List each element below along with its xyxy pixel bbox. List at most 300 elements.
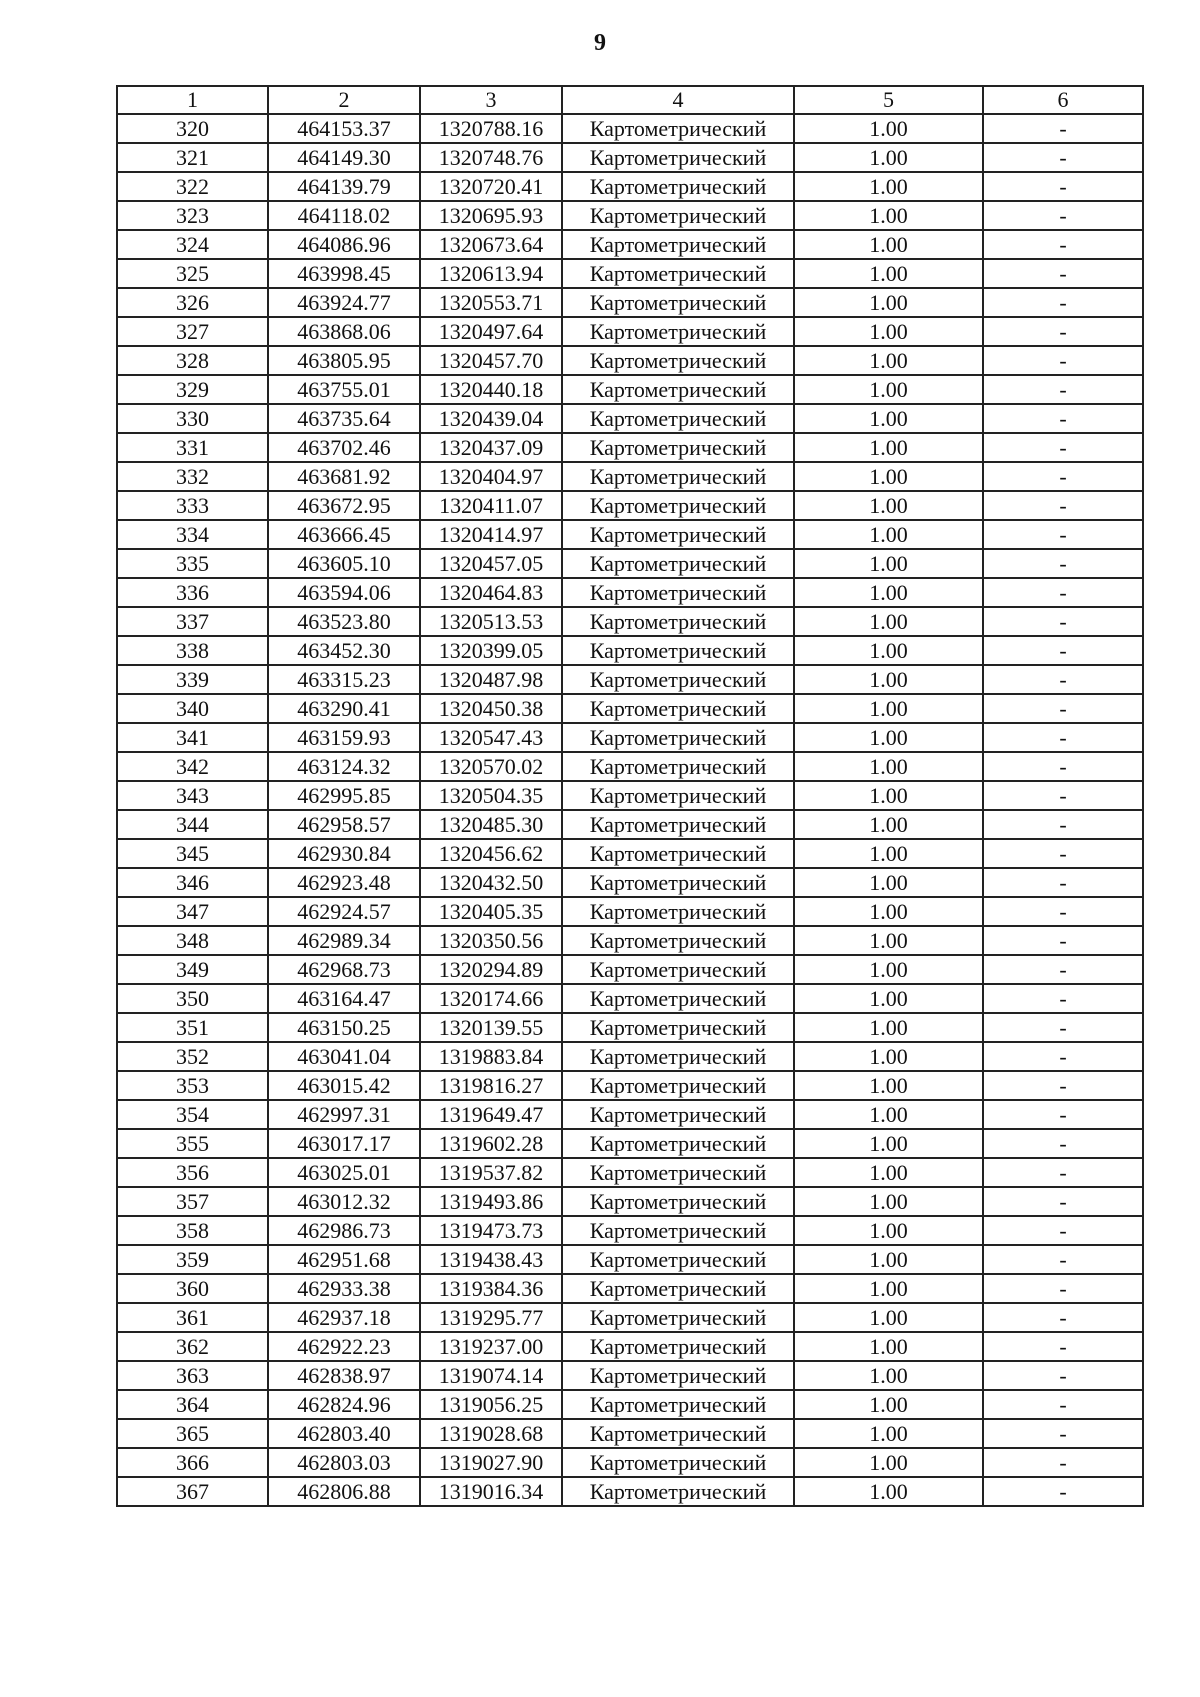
method-cell: Картометрический — [562, 1477, 794, 1506]
x-coordinate-cell: 463523.80 — [268, 607, 420, 636]
method-cell: Картометрический — [562, 1448, 794, 1477]
method-cell: Картометрический — [562, 259, 794, 288]
column-header-3: 3 — [420, 86, 562, 114]
point-number-cell: 343 — [117, 781, 268, 810]
accuracy-cell: 1.00 — [794, 694, 983, 723]
table-row — [117, 549, 1143, 578]
table-row — [117, 1013, 1143, 1042]
table-row — [117, 781, 1143, 810]
accuracy-cell: 1.00 — [794, 1477, 983, 1506]
note-cell: - — [983, 607, 1143, 636]
method-cell: Картометрический — [562, 1187, 794, 1216]
accuracy-cell: 1.00 — [794, 375, 983, 404]
table-row — [117, 143, 1143, 172]
accuracy-cell: 1.00 — [794, 665, 983, 694]
method-cell: Картометрический — [562, 114, 794, 143]
point-number-cell: 358 — [117, 1216, 268, 1245]
note-cell: - — [983, 1477, 1143, 1506]
table-row — [117, 172, 1143, 201]
y-coordinate-cell: 1320294.89 — [420, 955, 562, 984]
table-row — [117, 694, 1143, 723]
table-row — [117, 578, 1143, 607]
method-cell: Картометрический — [562, 636, 794, 665]
table-row — [117, 1477, 1143, 1506]
y-coordinate-cell: 1320439.04 — [420, 404, 562, 433]
note-cell: - — [983, 375, 1143, 404]
accuracy-cell: 1.00 — [794, 1042, 983, 1071]
x-coordinate-cell: 462995.85 — [268, 781, 420, 810]
method-cell: Картометрический — [562, 1013, 794, 1042]
y-coordinate-cell: 1320570.02 — [420, 752, 562, 781]
note-cell: - — [983, 1245, 1143, 1274]
table-row — [117, 955, 1143, 984]
note-cell: - — [983, 810, 1143, 839]
point-number-cell: 325 — [117, 259, 268, 288]
point-number-cell: 365 — [117, 1419, 268, 1448]
point-number-cell: 359 — [117, 1245, 268, 1274]
x-coordinate-cell: 463017.17 — [268, 1129, 420, 1158]
note-cell: - — [983, 520, 1143, 549]
table-row — [117, 868, 1143, 897]
y-coordinate-cell: 1319438.43 — [420, 1245, 562, 1274]
point-number-cell: 350 — [117, 984, 268, 1013]
method-cell: Картометрический — [562, 143, 794, 172]
method-cell: Картометрический — [562, 1361, 794, 1390]
y-coordinate-cell: 1319237.00 — [420, 1332, 562, 1361]
method-cell: Картометрический — [562, 781, 794, 810]
point-number-cell: 333 — [117, 491, 268, 520]
accuracy-cell: 1.00 — [794, 1245, 983, 1274]
table-row — [117, 1216, 1143, 1245]
table-row — [117, 665, 1143, 694]
accuracy-cell: 1.00 — [794, 1187, 983, 1216]
note-cell: - — [983, 404, 1143, 433]
x-coordinate-cell: 464153.37 — [268, 114, 420, 143]
y-coordinate-cell: 1320487.98 — [420, 665, 562, 694]
note-cell: - — [983, 926, 1143, 955]
point-number-cell: 367 — [117, 1477, 268, 1506]
method-cell: Картометрический — [562, 404, 794, 433]
table-row — [117, 1390, 1143, 1419]
table-row — [117, 433, 1143, 462]
method-cell: Картометрический — [562, 520, 794, 549]
y-coordinate-cell: 1320720.41 — [420, 172, 562, 201]
accuracy-cell: 1.00 — [794, 810, 983, 839]
x-coordinate-cell: 462824.96 — [268, 1390, 420, 1419]
x-coordinate-cell: 462968.73 — [268, 955, 420, 984]
point-number-cell: 362 — [117, 1332, 268, 1361]
note-cell: - — [983, 752, 1143, 781]
method-cell: Картометрический — [562, 317, 794, 346]
x-coordinate-cell: 463755.01 — [268, 375, 420, 404]
method-cell: Картометрический — [562, 578, 794, 607]
point-number-cell: 354 — [117, 1100, 268, 1129]
x-coordinate-cell: 463290.41 — [268, 694, 420, 723]
method-cell: Картометрический — [562, 810, 794, 839]
y-coordinate-cell: 1320513.53 — [420, 607, 562, 636]
accuracy-cell: 1.00 — [794, 984, 983, 1013]
accuracy-cell: 1.00 — [794, 317, 983, 346]
x-coordinate-cell: 462930.84 — [268, 839, 420, 868]
y-coordinate-cell: 1320456.62 — [420, 839, 562, 868]
x-coordinate-cell: 462958.57 — [268, 810, 420, 839]
table-row — [117, 346, 1143, 375]
table-row — [117, 1274, 1143, 1303]
table-row — [117, 201, 1143, 230]
y-coordinate-cell: 1319295.77 — [420, 1303, 562, 1332]
y-coordinate-cell: 1320450.38 — [420, 694, 562, 723]
x-coordinate-cell: 462937.18 — [268, 1303, 420, 1332]
y-coordinate-cell: 1320788.16 — [420, 114, 562, 143]
note-cell: - — [983, 1332, 1143, 1361]
table-row — [117, 230, 1143, 259]
y-coordinate-cell: 1320437.09 — [420, 433, 562, 462]
table-row — [117, 897, 1143, 926]
accuracy-cell: 1.00 — [794, 1303, 983, 1332]
x-coordinate-cell: 463868.06 — [268, 317, 420, 346]
point-number-cell: 328 — [117, 346, 268, 375]
accuracy-cell: 1.00 — [794, 230, 983, 259]
note-cell: - — [983, 114, 1143, 143]
accuracy-cell: 1.00 — [794, 955, 983, 984]
method-cell: Картометрический — [562, 1216, 794, 1245]
method-cell: Картометрический — [562, 172, 794, 201]
table-row — [117, 984, 1143, 1013]
note-cell: - — [983, 578, 1143, 607]
point-number-cell: 361 — [117, 1303, 268, 1332]
y-coordinate-cell: 1320404.97 — [420, 462, 562, 491]
method-cell: Картометрический — [562, 1419, 794, 1448]
method-cell: Картометрический — [562, 955, 794, 984]
point-number-cell: 338 — [117, 636, 268, 665]
method-cell: Картометрический — [562, 1245, 794, 1274]
table-row — [117, 723, 1143, 752]
x-coordinate-cell: 463025.01 — [268, 1158, 420, 1187]
y-coordinate-cell: 1319056.25 — [420, 1390, 562, 1419]
y-coordinate-cell: 1320399.05 — [420, 636, 562, 665]
table-row — [117, 1100, 1143, 1129]
note-cell: - — [983, 984, 1143, 1013]
point-number-cell: 324 — [117, 230, 268, 259]
point-number-cell: 353 — [117, 1071, 268, 1100]
accuracy-cell: 1.00 — [794, 1129, 983, 1158]
method-cell: Картометрический — [562, 549, 794, 578]
note-cell: - — [983, 1216, 1143, 1245]
point-number-cell: 335 — [117, 549, 268, 578]
note-cell: - — [983, 665, 1143, 694]
note-cell: - — [983, 201, 1143, 230]
y-coordinate-cell: 1320504.35 — [420, 781, 562, 810]
x-coordinate-cell: 462997.31 — [268, 1100, 420, 1129]
header-row — [117, 86, 1143, 114]
x-coordinate-cell: 463150.25 — [268, 1013, 420, 1042]
point-number-cell: 330 — [117, 404, 268, 433]
column-header-1: 1 — [117, 86, 268, 114]
column-header-4: 4 — [562, 86, 794, 114]
table-row — [117, 491, 1143, 520]
accuracy-cell: 1.00 — [794, 114, 983, 143]
x-coordinate-cell: 462951.68 — [268, 1245, 420, 1274]
method-cell: Картометрический — [562, 868, 794, 897]
point-number-cell: 342 — [117, 752, 268, 781]
accuracy-cell: 1.00 — [794, 346, 983, 375]
x-coordinate-cell: 463666.45 — [268, 520, 420, 549]
y-coordinate-cell: 1320695.93 — [420, 201, 562, 230]
x-coordinate-cell: 462806.88 — [268, 1477, 420, 1506]
method-cell: Картометрический — [562, 1303, 794, 1332]
accuracy-cell: 1.00 — [794, 897, 983, 926]
point-number-cell: 346 — [117, 868, 268, 897]
table-row — [117, 462, 1143, 491]
y-coordinate-cell: 1320457.70 — [420, 346, 562, 375]
method-cell: Картометрический — [562, 1390, 794, 1419]
x-coordinate-cell: 463159.93 — [268, 723, 420, 752]
note-cell: - — [983, 839, 1143, 868]
method-cell: Картометрический — [562, 375, 794, 404]
x-coordinate-cell: 463594.06 — [268, 578, 420, 607]
note-cell: - — [983, 143, 1143, 172]
accuracy-cell: 1.00 — [794, 1071, 983, 1100]
accuracy-cell: 1.00 — [794, 636, 983, 665]
x-coordinate-cell: 462933.38 — [268, 1274, 420, 1303]
x-coordinate-cell: 462924.57 — [268, 897, 420, 926]
y-coordinate-cell: 1320414.97 — [420, 520, 562, 549]
accuracy-cell: 1.00 — [794, 404, 983, 433]
method-cell: Картометрический — [562, 230, 794, 259]
note-cell: - — [983, 1013, 1143, 1042]
point-number-cell: 352 — [117, 1042, 268, 1071]
method-cell: Картометрический — [562, 839, 794, 868]
method-cell: Картометрический — [562, 462, 794, 491]
method-cell: Картометрический — [562, 694, 794, 723]
table-row — [117, 375, 1143, 404]
x-coordinate-cell: 462923.48 — [268, 868, 420, 897]
method-cell: Картометрический — [562, 1071, 794, 1100]
point-number-cell: 341 — [117, 723, 268, 752]
note-cell: - — [983, 1419, 1143, 1448]
point-number-cell: 326 — [117, 288, 268, 317]
y-coordinate-cell: 1320748.76 — [420, 143, 562, 172]
accuracy-cell: 1.00 — [794, 926, 983, 955]
table-row — [117, 1361, 1143, 1390]
accuracy-cell: 1.00 — [794, 491, 983, 520]
accuracy-cell: 1.00 — [794, 781, 983, 810]
accuracy-cell: 1.00 — [794, 259, 983, 288]
column-header-5: 5 — [794, 86, 983, 114]
method-cell: Картометрический — [562, 1274, 794, 1303]
point-number-cell: 331 — [117, 433, 268, 462]
table-row — [117, 1448, 1143, 1477]
x-coordinate-cell: 463124.32 — [268, 752, 420, 781]
point-number-cell: 337 — [117, 607, 268, 636]
table-row — [117, 1303, 1143, 1332]
accuracy-cell: 1.00 — [794, 1013, 983, 1042]
table-header — [117, 86, 1143, 114]
point-number-cell: 322 — [117, 172, 268, 201]
x-coordinate-cell: 463998.45 — [268, 259, 420, 288]
table-row — [117, 114, 1143, 143]
table-row — [117, 1071, 1143, 1100]
y-coordinate-cell: 1319028.68 — [420, 1419, 562, 1448]
table-row — [117, 317, 1143, 346]
method-cell: Картометрический — [562, 433, 794, 462]
y-coordinate-cell: 1319649.47 — [420, 1100, 562, 1129]
point-number-cell: 355 — [117, 1129, 268, 1158]
accuracy-cell: 1.00 — [794, 578, 983, 607]
table-row — [117, 520, 1143, 549]
table-row — [117, 1042, 1143, 1071]
x-coordinate-cell: 463681.92 — [268, 462, 420, 491]
point-number-cell: 364 — [117, 1390, 268, 1419]
y-coordinate-cell: 1320405.35 — [420, 897, 562, 926]
table-row — [117, 259, 1143, 288]
accuracy-cell: 1.00 — [794, 1419, 983, 1448]
note-cell: - — [983, 549, 1143, 578]
note-cell: - — [983, 172, 1143, 201]
point-number-cell: 323 — [117, 201, 268, 230]
accuracy-cell: 1.00 — [794, 1158, 983, 1187]
point-number-cell: 339 — [117, 665, 268, 694]
x-coordinate-cell: 462803.03 — [268, 1448, 420, 1477]
x-coordinate-cell: 463041.04 — [268, 1042, 420, 1071]
x-coordinate-cell: 464086.96 — [268, 230, 420, 259]
accuracy-cell: 1.00 — [794, 752, 983, 781]
table-row — [117, 926, 1143, 955]
table-row — [117, 752, 1143, 781]
note-cell: - — [983, 1071, 1143, 1100]
note-cell: - — [983, 1100, 1143, 1129]
x-coordinate-cell: 462838.97 — [268, 1361, 420, 1390]
accuracy-cell: 1.00 — [794, 520, 983, 549]
x-coordinate-cell: 462803.40 — [268, 1419, 420, 1448]
y-coordinate-cell: 1319537.82 — [420, 1158, 562, 1187]
accuracy-cell: 1.00 — [794, 1216, 983, 1245]
point-number-cell: 347 — [117, 897, 268, 926]
x-coordinate-cell: 462989.34 — [268, 926, 420, 955]
accuracy-cell: 1.00 — [794, 1448, 983, 1477]
table-row — [117, 839, 1143, 868]
note-cell: - — [983, 723, 1143, 752]
accuracy-cell: 1.00 — [794, 462, 983, 491]
accuracy-cell: 1.00 — [794, 1390, 983, 1419]
note-cell: - — [983, 317, 1143, 346]
method-cell: Картометрический — [562, 1042, 794, 1071]
point-number-cell: 348 — [117, 926, 268, 955]
point-number-cell: 349 — [117, 955, 268, 984]
y-coordinate-cell: 1320547.43 — [420, 723, 562, 752]
table-row — [117, 636, 1143, 665]
note-cell: - — [983, 781, 1143, 810]
method-cell: Картометрический — [562, 897, 794, 926]
accuracy-cell: 1.00 — [794, 607, 983, 636]
point-number-cell: 363 — [117, 1361, 268, 1390]
accuracy-cell: 1.00 — [794, 549, 983, 578]
x-coordinate-cell: 463702.46 — [268, 433, 420, 462]
point-number-cell: 357 — [117, 1187, 268, 1216]
table-row — [117, 607, 1143, 636]
accuracy-cell: 1.00 — [794, 1274, 983, 1303]
accuracy-cell: 1.00 — [794, 839, 983, 868]
note-cell: - — [983, 1274, 1143, 1303]
y-coordinate-cell: 1319384.36 — [420, 1274, 562, 1303]
method-cell: Картометрический — [562, 346, 794, 375]
accuracy-cell: 1.00 — [794, 868, 983, 897]
point-number-cell: 336 — [117, 578, 268, 607]
coordinates-table — [116, 85, 1144, 1507]
y-coordinate-cell: 1319602.28 — [420, 1129, 562, 1158]
method-cell: Картометрический — [562, 752, 794, 781]
note-cell: - — [983, 636, 1143, 665]
column-header-6: 6 — [983, 86, 1143, 114]
note-cell: - — [983, 288, 1143, 317]
point-number-cell: 345 — [117, 839, 268, 868]
note-cell: - — [983, 491, 1143, 520]
x-coordinate-cell: 463924.77 — [268, 288, 420, 317]
point-number-cell: 356 — [117, 1158, 268, 1187]
note-cell: - — [983, 462, 1143, 491]
column-header-2: 2 — [268, 86, 420, 114]
accuracy-cell: 1.00 — [794, 433, 983, 462]
y-coordinate-cell: 1319816.27 — [420, 1071, 562, 1100]
note-cell: - — [983, 230, 1143, 259]
note-cell: - — [983, 1042, 1143, 1071]
y-coordinate-cell: 1320673.64 — [420, 230, 562, 259]
y-coordinate-cell: 1320350.56 — [420, 926, 562, 955]
note-cell: - — [983, 1448, 1143, 1477]
note-cell: - — [983, 955, 1143, 984]
x-coordinate-cell: 463735.64 — [268, 404, 420, 433]
table-row — [117, 1419, 1143, 1448]
x-coordinate-cell: 463012.32 — [268, 1187, 420, 1216]
table-row — [117, 404, 1143, 433]
method-cell: Картометрический — [562, 665, 794, 694]
x-coordinate-cell: 463805.95 — [268, 346, 420, 375]
x-coordinate-cell: 462986.73 — [268, 1216, 420, 1245]
note-cell: - — [983, 897, 1143, 926]
y-coordinate-cell: 1320497.64 — [420, 317, 562, 346]
point-number-cell: 366 — [117, 1448, 268, 1477]
table-row — [117, 1245, 1143, 1274]
x-coordinate-cell: 463015.42 — [268, 1071, 420, 1100]
point-number-cell: 340 — [117, 694, 268, 723]
point-number-cell: 329 — [117, 375, 268, 404]
y-coordinate-cell: 1320553.71 — [420, 288, 562, 317]
accuracy-cell: 1.00 — [794, 723, 983, 752]
point-number-cell: 321 — [117, 143, 268, 172]
point-number-cell: 320 — [117, 114, 268, 143]
table-row — [117, 1187, 1143, 1216]
table-row — [117, 1332, 1143, 1361]
y-coordinate-cell: 1319074.14 — [420, 1361, 562, 1390]
point-number-cell: 344 — [117, 810, 268, 839]
table-body — [117, 114, 1143, 1506]
x-coordinate-cell: 463605.10 — [268, 549, 420, 578]
point-number-cell: 332 — [117, 462, 268, 491]
note-cell: - — [983, 868, 1143, 897]
note-cell: - — [983, 694, 1143, 723]
page-number: 9 — [594, 30, 606, 56]
y-coordinate-cell: 1320464.83 — [420, 578, 562, 607]
x-coordinate-cell: 464118.02 — [268, 201, 420, 230]
x-coordinate-cell: 464149.30 — [268, 143, 420, 172]
table-row — [117, 288, 1143, 317]
accuracy-cell: 1.00 — [794, 1100, 983, 1129]
x-coordinate-cell: 463672.95 — [268, 491, 420, 520]
y-coordinate-cell: 1320139.55 — [420, 1013, 562, 1042]
method-cell: Картометрический — [562, 723, 794, 752]
table-row — [117, 1129, 1143, 1158]
note-cell: - — [983, 433, 1143, 462]
